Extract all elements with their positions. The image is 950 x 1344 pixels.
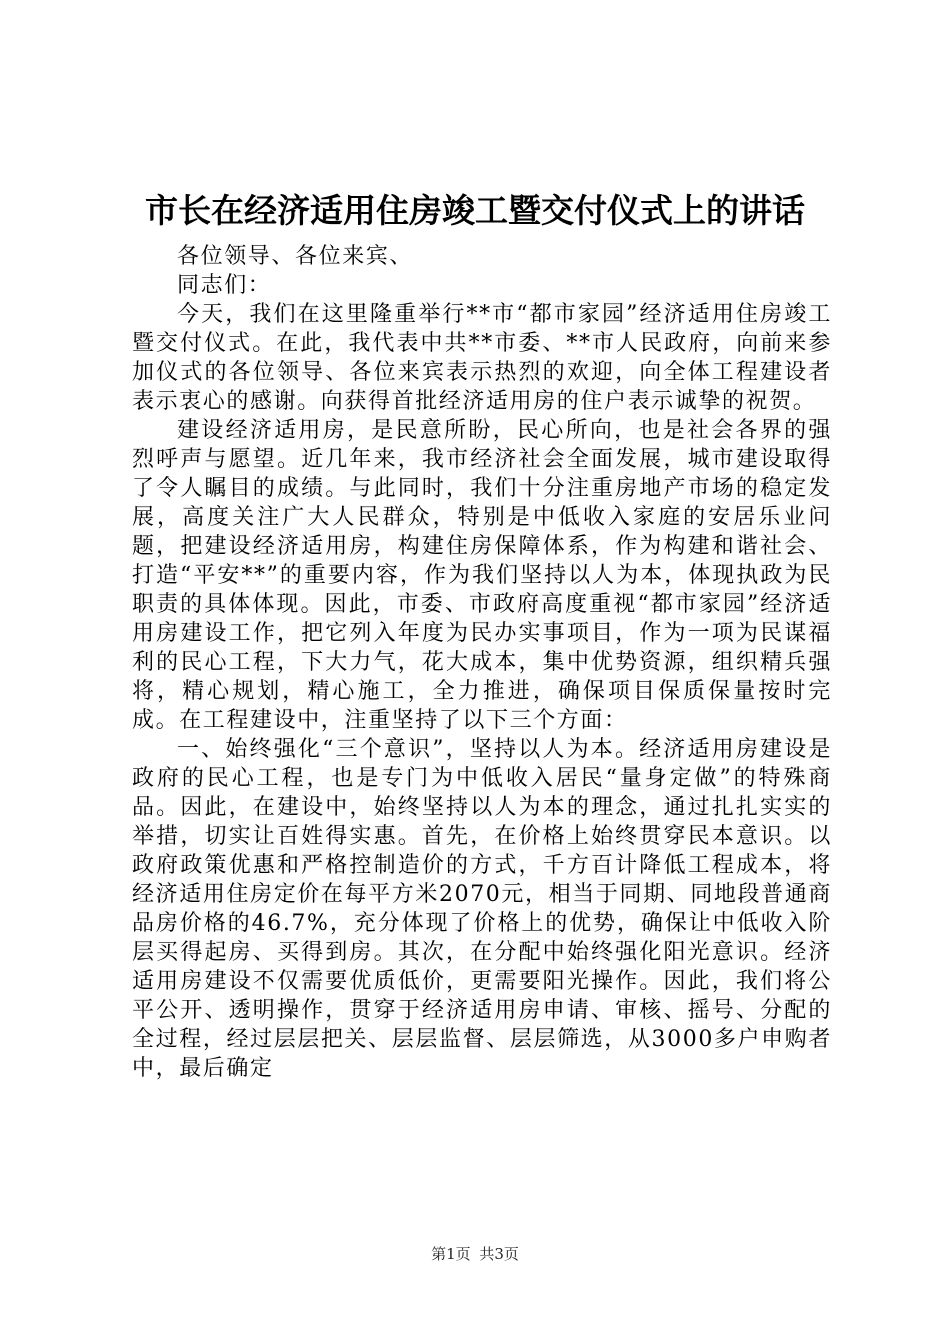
page-number: 第1页 xyxy=(431,1245,471,1263)
paragraph-opening: 今天，我们在这里隆重举行**市“都市家园”经济适用住房竣工暨交付仪式。在此，我代表中共**市委、**市人民政府，向前来参加仪式的各位领导、各位来宾表示热烈的欢迎，向全体工程建设者表示衷心的感谢。向获得首批经济适用房的住户表示诚挚的祝贺。 xyxy=(132,302,832,414)
paragraph-point-one: 一、始终强化“三个意识”，坚持以人为本。经济适用房建设是政府的民心工程，也是专门为中低收入居民“量身定做”的特殊商品。因此，在建设中，始终坚持以人为本的理念，通过扎扎实实的举措，切实让百姓得实惠。首先，在价格上始终贯穿民本意识。以政府政策优惠和严格控制造价的方式，千方百计降低工程成本，将经济适用住房定价在每平方米2070元，相当于同期、同地段普通商品房价格的46.7%，充分体现了价格上的优势，确保让中低收入阶层买得起房、买得到房。其次，在分配中始终强化阳光意识。经济适用房建设不仅需要优质低价，更需要阳光操作。因此，我们将公平公开、透明操作，贯穿于经济适用房申请、审核、摇号、分配的全过程，经过层层把关、层层监督、层层筛选，从3000多户申购者中，最后确定 xyxy=(132,737,832,1081)
document-body xyxy=(132,242,832,1083)
page-total: 共3页 xyxy=(479,1245,519,1263)
salutation-line-2: 同志们： xyxy=(177,273,272,298)
page-footer xyxy=(0,1244,950,1264)
document-title: 市长在经济适用住房竣工暨交付仪式上的讲话 xyxy=(145,191,805,230)
salutation-line-1: 各位领导、各位来宾、 xyxy=(177,244,414,269)
paragraph-background: 建设经济适用房，是民意所盼，民心所向，也是社会各界的强烈呼声与愿望。近几年来，我市经济社会全面发展，城市建设取得了令人瞩目的成绩。与此同时，我们十分注重房地产市场的稳定发展，高度关注广大人民群众，特别是中低收入家庭的安居乐业问题，把建设经济适用房，构建住房保障体系，作为构建和谐社会、打造“平安**”的重要内容，作为我们坚持以人为本，体现执政为民职责的具体体现。因此，市委、市政府高度重视“都市家园”经济适用房建设工作，把它列入年度为民办实事项目，作为一项为民谋福利的民心工程，下大力气，花大成本，集中优势资源，组织精兵强将，精心规划，精心施工，全力推进，确保项目保质保量按时完成。在工程建设中，注重坚持了以下三个方面： xyxy=(132,418,832,733)
